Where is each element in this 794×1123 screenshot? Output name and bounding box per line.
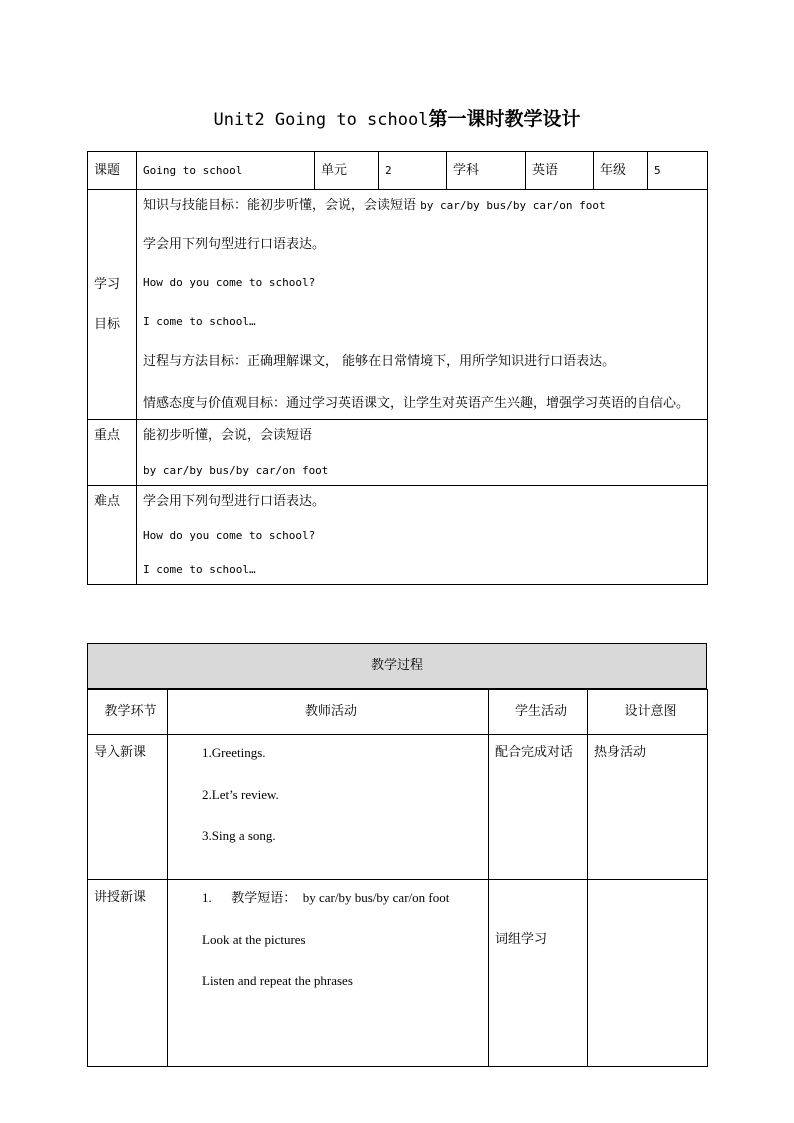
teacher-activity-cell: [168, 735, 489, 880]
key-line-2: by car/by bus/by car/on foot: [143, 463, 329, 477]
teacher-activity-item: Look at the pictures: [202, 931, 306, 947]
goals-row: [88, 190, 708, 420]
difficult-points-row: [88, 485, 708, 584]
process-header-row: [88, 690, 708, 735]
goal-process: 过程与方法目标：正确理解课文， 能够在日常情境下，用所学知识进行口语表达。: [143, 354, 616, 369]
goal-sentence-question: How do you come to school?: [143, 276, 316, 289]
teacher-activity-item: 1. 教学短语： by car/by bus/by car/on foot: [202, 890, 450, 905]
grade-value: 5: [648, 152, 708, 190]
topic-value: Going to school: [137, 152, 315, 190]
goal-knowledge: 知识与技能目标：能初步听懂，会说，会读短语 by car/by bus/by car/on foot: [143, 198, 606, 213]
key-points-row: [88, 420, 708, 486]
process-title: 教学过程: [88, 644, 707, 689]
unit-label: 单元: [315, 152, 379, 190]
teacher-activity-item: 3.Sing a song.: [202, 828, 276, 844]
difficult-line-3: I come to school…: [143, 562, 256, 576]
goal-emotion: 情感态度与价值观目标：通过学习英语课文，让学生对英语产生兴趣，增强学习英语的自信心。: [143, 396, 690, 411]
subject-value: 英语: [526, 152, 594, 190]
topic-label: 课题: [88, 152, 137, 190]
grade-label: 年级: [594, 152, 648, 190]
goal-sentence-intro: 学会用下列句型进行口语表达。: [143, 237, 326, 252]
teacher-activity-item: 1.Greetings.: [202, 745, 266, 760]
teacher-activity-item: 2.Let’s review.: [202, 786, 279, 802]
intent-cell: [588, 880, 708, 1067]
teacher-activity-item: Listen and repeat the phrases: [202, 973, 353, 989]
title-chinese: 第一课时教学设计: [428, 108, 581, 130]
student-activity-cell: 词组学习: [489, 880, 588, 1067]
subject-label: 学科: [447, 152, 526, 190]
key-label: 重点: [88, 420, 137, 486]
info-row: [88, 152, 708, 190]
lesson-info-table: [87, 151, 708, 585]
difficult-label: 难点: [88, 485, 137, 584]
stage-cell: 导入新课: [88, 735, 168, 880]
title-english: Unit2 Going to school: [213, 110, 429, 130]
stage-cell: 讲授新课: [88, 880, 168, 1067]
unit-value: 2: [379, 152, 447, 190]
student-activity-cell: 配合完成对话: [489, 735, 588, 880]
intent-cell: 热身活动: [588, 735, 708, 880]
goal-sentence-answer: I come to school…: [143, 315, 256, 328]
difficult-content: [137, 485, 708, 584]
difficult-line-2: How do you come to school?: [143, 529, 316, 543]
teacher-activity-cell: [168, 880, 489, 1067]
header-student: 学生活动: [489, 690, 588, 735]
header-teacher: 教师活动: [168, 690, 489, 735]
key-content: [137, 420, 708, 486]
header-stage: 教学环节: [88, 690, 168, 735]
difficult-line-1: 学会用下列句型进行口语表达。: [143, 493, 326, 509]
key-line-1: 能初步听懂，会说，会读短语: [143, 428, 313, 443]
page-title: [0, 104, 794, 131]
goals-label: 学习目标: [88, 190, 137, 420]
header-intent: 设计意图: [588, 690, 708, 735]
process-row-intro: [88, 735, 708, 880]
process-title-table: [87, 643, 707, 689]
goals-content: [137, 190, 708, 420]
process-row-new-lesson: [88, 880, 708, 1067]
process-table: [87, 689, 708, 1067]
